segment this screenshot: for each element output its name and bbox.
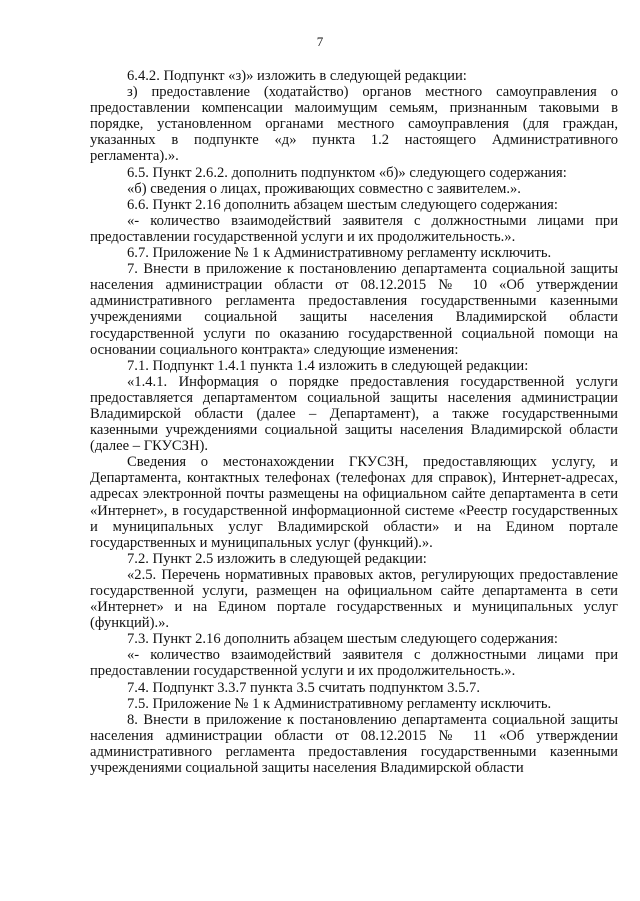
- paragraph-7-3: 7.3. Пункт 2.16 дополнить абзацем шестым следующего содержания:: [127, 631, 558, 648]
- paragraph-6-5-text: «б) сведения о лицах, проживающих совместно с заявителем.».: [127, 180, 521, 197]
- paragraph-7-5: 7.5. Приложение № 1 к Административному регламенту исключить.: [127, 695, 552, 712]
- paragraph-7-4: 7.4. Подпункт 3.3.7 пункта 3.5 считать подпунктом 3.5.7.: [127, 679, 480, 696]
- paragraph-7-2-text: «2.5. Перечень нормативных правовых актов, регулирующих предоставление государственной услуги, размещен на официальном сайте департамента в сети «Интернет» и на Едином портале государственных и муниципальных услуг (функций).».: [90, 566, 618, 632]
- paragraph-6-7: 6.7. Приложение № 1 к Административному регламенту исключить.: [127, 245, 552, 262]
- paragraph-6-6-text: «- количество взаимодействий заявителя с должностными лицами при предоставлении государственной услуги и их продолжительность.».: [90, 212, 618, 245]
- paragraph-7-1: 7.1. Подпункт 1.4.1 пункта 1.4 изложить в следующей редакции:: [127, 357, 529, 374]
- paragraph-7: 7. Внести в приложение к постановлению департамента социальной защиты населения администрации области от 08.12.2015 № 10 «Об утверждении административного регламента предоставления государственными казенными учреждениями социальной защиты населения Владимирской области государственной услуги по оказанию государственной социальной помощи на основании социального контракта» следующие изменения:: [90, 261, 618, 358]
- paragraph-7-2: 7.2. Пункт 2.5 изложить в следующей редакции:: [127, 550, 427, 567]
- paragraph-7-3-text: «- количество взаимодействий заявителя с должностными лицами при предоставлении государственной услуги и их продолжительность.».: [90, 647, 618, 680]
- paragraph-8: 8. Внести в приложение к постановлению департамента социальной защиты населения администрации области от 08.12.2015 № 11 «Об утверждении административного регламента предоставления государственными казенными учреждениями социальной защиты населения Владимирской области: [90, 711, 618, 777]
- paragraph-6-6: 6.6. Пункт 2.16 дополнить абзацем шестым следующего содержания:: [127, 196, 558, 213]
- paragraph-6-4-2-text: з) предоставление (ходатайство) органов местного самоуправления о предоставлении компенсации малоимущим семьям, признанным таковыми в порядке, установленном органами местного самоуправления (для граждан, указанных в подпункте «д» пункта 1.2 настоящего Административного регламента).».: [90, 84, 618, 165]
- document-body: [90, 68, 618, 776]
- paragraph-6-4-2: 6.4.2. Подпункт «з)» изложить в следующей редакции:: [127, 68, 467, 84]
- paragraph-6-5: 6.5. Пункт 2.6.2. дополнить подпунктом «б)» следующего содержания:: [127, 164, 567, 181]
- paragraph-7-1-text: «1.4.1. Информация о порядке предоставления государственной услуги предоставляется департаментом социальной защиты населения администрации Владимирской области (далее – Департамент), а также государственными казенными учреждениями социальной защиты населения Владимирской области (далее – ГКУСЗН).: [90, 373, 618, 455]
- page-number: 7: [316, 34, 324, 49]
- paragraph-7-1-info: Сведения о местонахождении ГКУСЗН, предоставляющих услугу, и Департамента, контактных телефонах (телефонах для справок), Интернет-адресах, адресах электронной почты размещены на официальном сайте департамента в сети «Интернет», в государственной информационной системе «Реестр государственных и муниципальных услуг Владимирской области» и на Едином портале государственных и муниципальных услуг (функций).».: [90, 454, 618, 551]
